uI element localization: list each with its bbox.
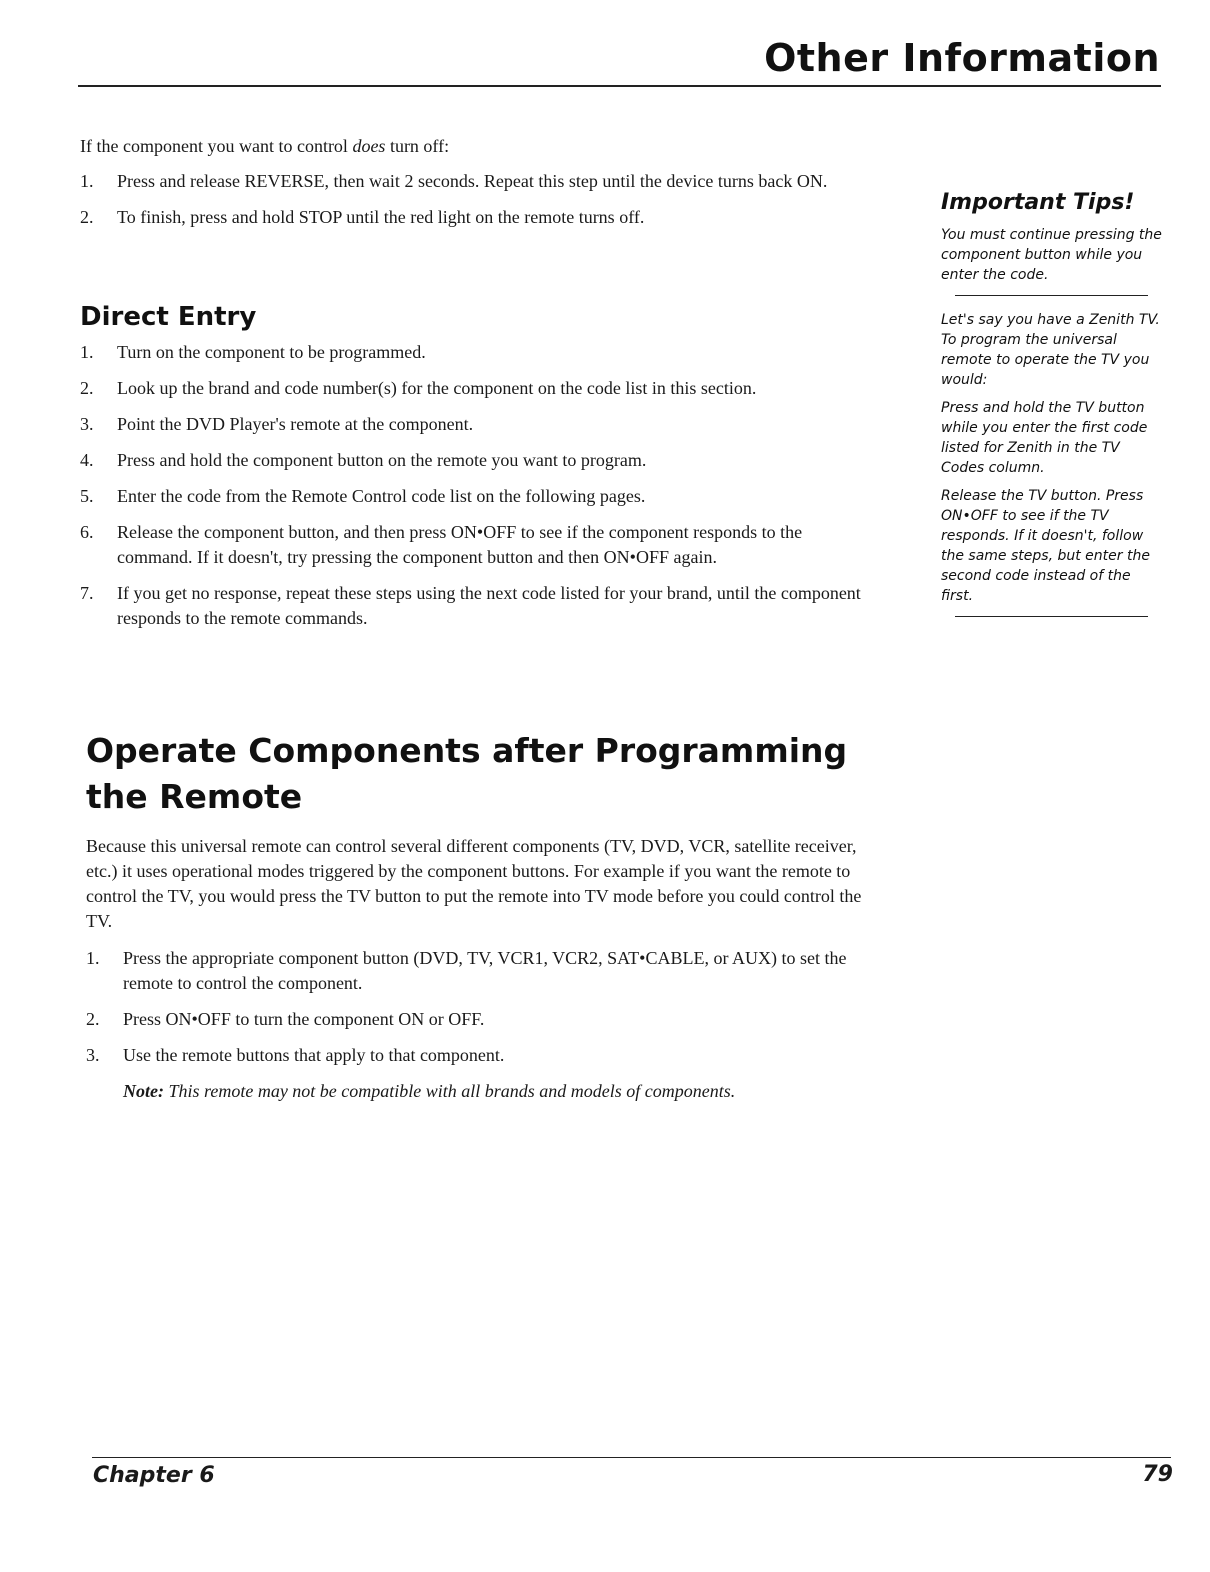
list-item: 7. If you get no response, repeat these steps using the next code listed for your brand, until the component responds to the remote commands. (80, 583, 861, 628)
turn-off-intro: If the component you want to control does turn off: (80, 136, 450, 156)
tip-divider (955, 295, 1148, 296)
list-item: 2. To finish, press and hold STOP until the red light on the remote turns off. (80, 207, 645, 227)
direct-entry-steps (80, 340, 880, 631)
compatibility-note: Note: This remote may not be compatible with all brands and models of components. (123, 1081, 736, 1101)
list-item: 1. Press the appropriate component button (DVD, TV, VCR1, VCR2, SAT•CABLE, or AUX) to set the remote to control the component. (86, 948, 847, 993)
direct-entry-heading: Direct Entry (80, 302, 257, 332)
list-item: 1. Turn on the component to be programmed. (80, 342, 426, 362)
tip-zenith-step1: Press and hold the TV button while you enter the first code listed for Zenith in the TV Codes column. (941, 400, 1148, 476)
list-item: 3. Use the remote buttons that apply to that component. (86, 1045, 505, 1065)
tip-continue-pressing: You must continue pressing the component button while you enter the code. (941, 227, 1162, 283)
turn-off-section (80, 134, 880, 241)
page-number: 79 (1142, 1462, 1173, 1487)
tips-heading: Important Tips! (941, 190, 1135, 215)
turn-off-steps (80, 169, 880, 230)
tip-divider (955, 616, 1148, 617)
list-item: 6. Release the component button, and then press ON•OFF to see if the component responds to the command. If it doesn't, try pressing the component button and then ON•OFF again. (80, 522, 803, 567)
list-item: 2. Press ON•OFF to turn the component ON or OFF. (86, 1009, 485, 1029)
operate-steps (86, 946, 886, 1068)
list-item: 2. Look up the brand and code number(s) for the component on the code list in this section. (80, 378, 757, 398)
operate-section (86, 728, 886, 1104)
footer-rule (92, 1457, 1171, 1458)
operate-heading: Operate Components after Programming the Remote (86, 731, 848, 816)
list-item: 4. Press and hold the component button on the remote you want to program. (80, 450, 647, 470)
tip-zenith-example: Let's say you have a Zenith TV. To program the universal remote to operate the TV you would: (941, 312, 1160, 388)
list-item: 5. Enter the code from the Remote Control code list on the following pages. (80, 486, 646, 506)
emphasis-does: does (352, 136, 386, 156)
note-label: Note: (123, 1081, 164, 1101)
list-item: 3. Point the DVD Player's remote at the component. (80, 414, 474, 434)
footer-chapter: Chapter 6 (93, 1463, 215, 1488)
header-rule (78, 85, 1161, 87)
important-tips-sidebar (941, 190, 1166, 631)
page-header-title: Other Information (764, 36, 1160, 80)
tip-zenith-step2: Release the TV button. Press ON•OFF to see if the TV responds. If it doesn't, follow the same steps, but enter the second code instead of the first. (941, 488, 1150, 604)
list-item: 1. Press and release REVERSE, then wait 2 seconds. Repeat this step until the device turns back ON. (80, 171, 828, 191)
direct-entry-section (80, 302, 880, 642)
operate-intro: Because this universal remote can control several different components (TV, DVD, VCR, satellite receiver, etc.) it uses operational modes triggered by the component buttons. For example if you want the remote to control the TV, you would press the TV button to put the remote into TV mode before you could control the TV. (86, 836, 862, 931)
